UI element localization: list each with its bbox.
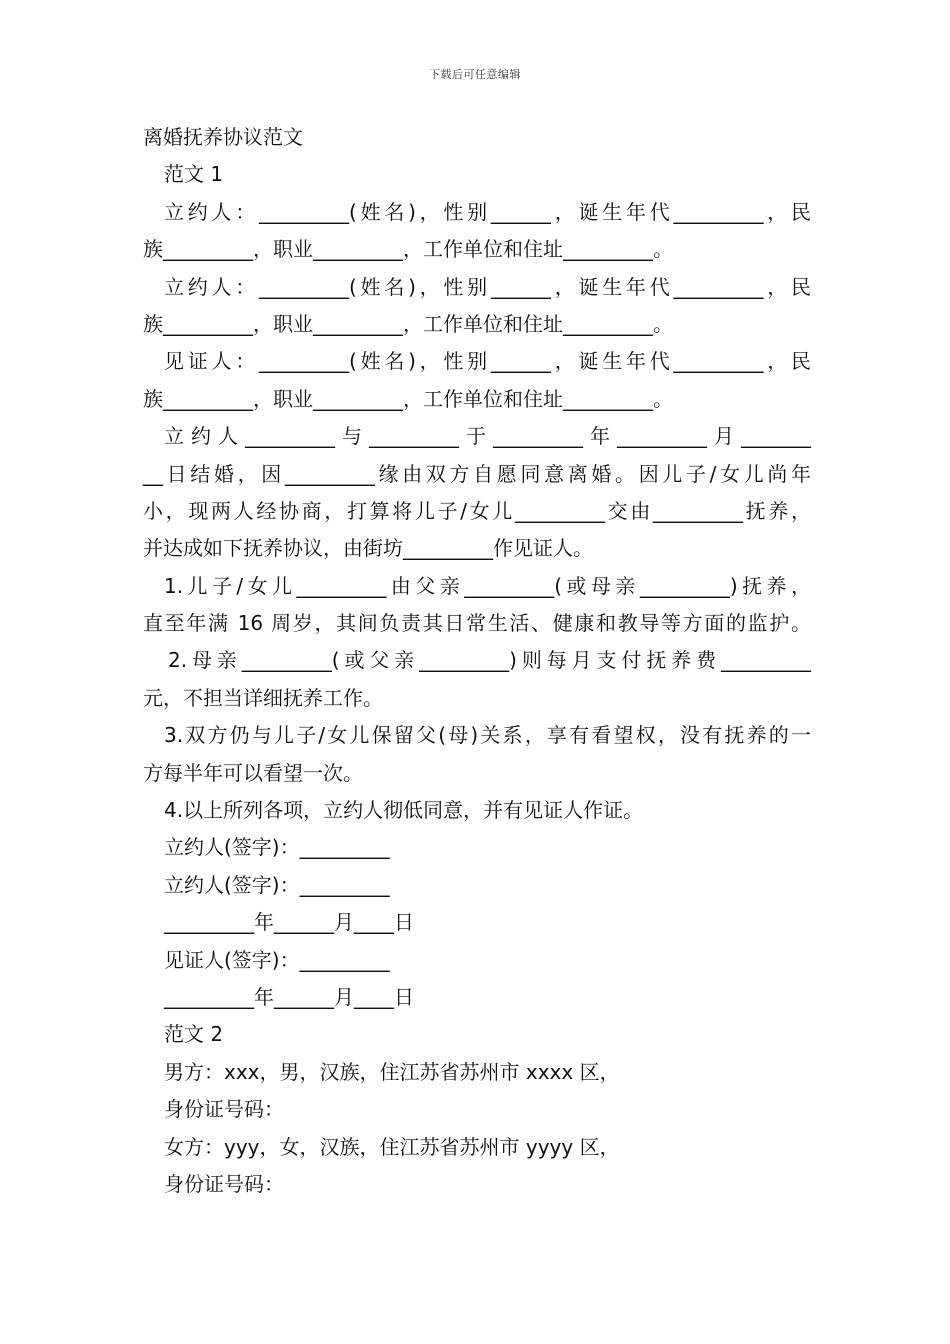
- signature-party-2: 立约人(签字)：_________: [164, 872, 390, 897]
- clause-1-line-1: 1.儿子/女儿_________由父亲_________(或母亲_________)抚养，: [164, 573, 811, 598]
- party-1-info-line-1: 立约人：_________(姓名)，性别______，诞生年代_________，民: [164, 199, 811, 224]
- clause-3-line-2: 方每半年可以看望一次。: [143, 760, 363, 785]
- clause-1-line-2: 直至年满 16 周岁，其间负责其日常生活、健康和教导等方面的监护。: [143, 611, 811, 636]
- clause-2-line-1: 2.母亲_________(或父亲_________)则每月支付抚养费_________: [168, 648, 811, 673]
- page-header-note: 下载后可任意编辑: [429, 68, 521, 81]
- witness-info-line-2: 族_________，职业_________，工作单位和住址_________。: [143, 386, 673, 411]
- section-heading-sample-2: 范文 2: [164, 1022, 224, 1047]
- male-party-info: 男方：xxx，男，汉族，住江苏省苏州市 xxxx 区，: [164, 1059, 620, 1084]
- marriage-paragraph-line-1: 立约人_________与_________于_________年_________月_______: [164, 424, 811, 449]
- date-line-parties: _________年______月____日: [164, 910, 414, 935]
- date-line-witness: _________年______月____日: [164, 984, 414, 1009]
- clause-3-line-1: 3.双方仍与儿子/女儿保留父(母)关系，享有看望权，没有抚养的一: [164, 723, 811, 748]
- marriage-paragraph-line-2: __日结婚，因_________缘由双方自愿同意离婚。因儿子/女儿尚年: [143, 461, 811, 486]
- clause-4-line: 4.以上所列各项，立约人彻低同意，并有见证人作证。: [164, 798, 644, 823]
- signature-witness: 见证人(签字)：_________: [164, 947, 390, 972]
- document-title: 离婚抚养协议范文: [143, 125, 303, 149]
- document-body: [143, 119, 811, 1203]
- section-heading-sample-1: 范文 1: [164, 162, 224, 187]
- marriage-paragraph-line-4: 并达成如下抚养协议，由街坊_________作见证人。: [143, 536, 593, 561]
- party-2-info-line-1: 立约人：_________(姓名)，性别______，诞生年代_________，民: [164, 274, 811, 299]
- marriage-paragraph-line-3: 小，现两人经协商，打算将儿子/女儿_________交由_________抚养，: [143, 498, 811, 523]
- female-party-id-number: 身份证号码：: [164, 1171, 284, 1196]
- signature-party-1: 立约人(签字)：_________: [164, 835, 390, 860]
- clause-2-line-2: 元，不担当详细抚养工作。: [143, 685, 383, 710]
- witness-info-line-1: 见证人：_________(姓名)，性别______，诞生年代_________，民: [164, 349, 811, 374]
- male-party-id-number: 身份证号码：: [164, 1097, 284, 1122]
- female-party-info: 女方：yyy，女，汉族，住江苏省苏州市 yyyy 区，: [164, 1134, 620, 1159]
- party-1-info-line-2: 族_________，职业_________，工作单位和住址_________。: [143, 237, 673, 262]
- party-2-info-line-2: 族_________，职业_________，工作单位和住址_________。: [143, 311, 673, 336]
